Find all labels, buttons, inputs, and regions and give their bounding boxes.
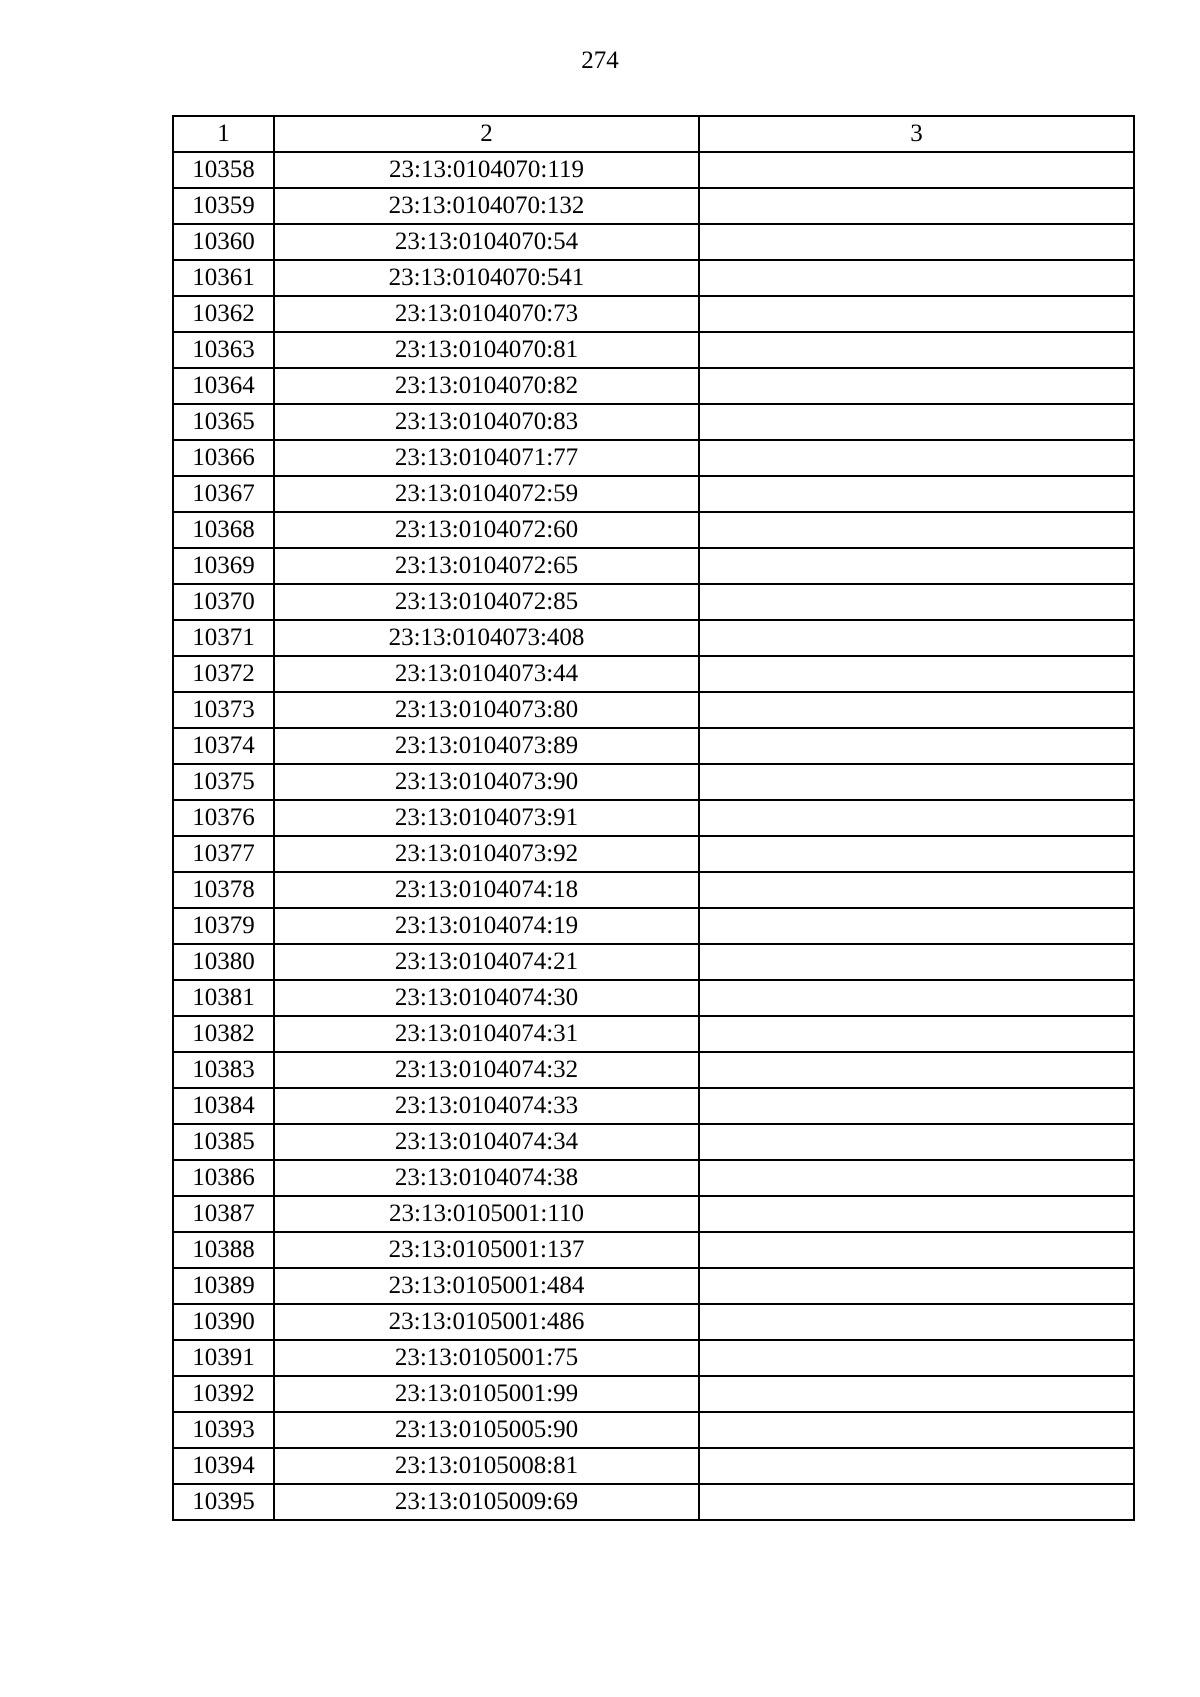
table-row bbox=[173, 1448, 1134, 1484]
notes-cell bbox=[699, 1124, 1134, 1160]
notes-cell bbox=[699, 440, 1134, 476]
cadastral-number-cell: 23:13:0104070:82 bbox=[274, 368, 699, 404]
row-number-cell: 10369 bbox=[173, 548, 274, 584]
row-number-cell: 10361 bbox=[173, 260, 274, 296]
row-number-cell: 10384 bbox=[173, 1088, 274, 1124]
notes-cell bbox=[699, 476, 1134, 512]
table-row bbox=[173, 152, 1134, 188]
table-row bbox=[173, 260, 1134, 296]
cadastral-number-cell: 23:13:0104070:83 bbox=[274, 404, 699, 440]
row-number-cell: 10387 bbox=[173, 1196, 274, 1232]
row-number-cell: 10367 bbox=[173, 476, 274, 512]
cadastral-number-cell: 23:13:0105009:69 bbox=[274, 1484, 699, 1520]
notes-cell bbox=[699, 1484, 1134, 1520]
table-row bbox=[173, 584, 1134, 620]
table-row bbox=[173, 296, 1134, 332]
row-number-cell: 10382 bbox=[173, 1016, 274, 1052]
cadastral-number-cell: 23:13:0104073:80 bbox=[274, 692, 699, 728]
row-number-cell: 10375 bbox=[173, 764, 274, 800]
notes-cell bbox=[699, 980, 1134, 1016]
cadastral-number-cell: 23:13:0104072:60 bbox=[274, 512, 699, 548]
table-row bbox=[173, 1484, 1134, 1520]
cadastral-number-cell: 23:13:0105001:484 bbox=[274, 1268, 699, 1304]
cadastral-number-cell: 23:13:0104073:44 bbox=[274, 656, 699, 692]
row-number-cell: 10374 bbox=[173, 728, 274, 764]
cadastral-number-cell: 23:13:0104070:132 bbox=[274, 188, 699, 224]
cadastral-number-cell: 23:13:0105005:90 bbox=[274, 1412, 699, 1448]
row-number-cell: 10381 bbox=[173, 980, 274, 1016]
cadastral-number-cell: 23:13:0104070:119 bbox=[274, 152, 699, 188]
notes-cell bbox=[699, 908, 1134, 944]
notes-cell bbox=[699, 512, 1134, 548]
table-row bbox=[173, 836, 1134, 872]
notes-cell bbox=[699, 1268, 1134, 1304]
column-header-3: 3 bbox=[699, 116, 1134, 152]
notes-cell bbox=[699, 872, 1134, 908]
cadastral-number-cell: 23:13:0104074:21 bbox=[274, 944, 699, 980]
page-number: 274 bbox=[581, 47, 619, 74]
table-row bbox=[173, 620, 1134, 656]
table-row bbox=[173, 512, 1134, 548]
column-header-2: 2 bbox=[274, 116, 699, 152]
notes-cell bbox=[699, 404, 1134, 440]
notes-cell bbox=[699, 1232, 1134, 1268]
table-row bbox=[173, 1232, 1134, 1268]
cadastral-number-cell: 23:13:0104070:541 bbox=[274, 260, 699, 296]
cadastral-number-cell: 23:13:0104074:18 bbox=[274, 872, 699, 908]
table-row bbox=[173, 1052, 1134, 1088]
table-row bbox=[173, 188, 1134, 224]
cadastral-number-cell: 23:13:0104073:92 bbox=[274, 836, 699, 872]
table-row bbox=[173, 1196, 1134, 1232]
table-row bbox=[173, 1016, 1134, 1052]
notes-cell bbox=[699, 332, 1134, 368]
row-number-cell: 10363 bbox=[173, 332, 274, 368]
notes-cell bbox=[699, 548, 1134, 584]
cadastral-number-cell: 23:13:0104073:91 bbox=[274, 800, 699, 836]
cadastral-number-cell: 23:13:0104074:38 bbox=[274, 1160, 699, 1196]
cadastral-table bbox=[172, 115, 1135, 1521]
row-number-cell: 10386 bbox=[173, 1160, 274, 1196]
table-row bbox=[173, 1376, 1134, 1412]
row-number-cell: 10385 bbox=[173, 1124, 274, 1160]
column-header-1: 1 bbox=[173, 116, 274, 152]
table-row bbox=[173, 728, 1134, 764]
notes-cell bbox=[699, 584, 1134, 620]
row-number-cell: 10379 bbox=[173, 908, 274, 944]
cadastral-number-cell: 23:13:0105001:99 bbox=[274, 1376, 699, 1412]
notes-cell bbox=[699, 728, 1134, 764]
table-row bbox=[173, 1268, 1134, 1304]
table-row bbox=[173, 764, 1134, 800]
row-number-cell: 10372 bbox=[173, 656, 274, 692]
row-number-cell: 10380 bbox=[173, 944, 274, 980]
notes-cell bbox=[699, 944, 1134, 980]
cadastral-number-cell: 23:13:0104070:54 bbox=[274, 224, 699, 260]
table-row bbox=[173, 404, 1134, 440]
cadastral-number-cell: 23:13:0104074:30 bbox=[274, 980, 699, 1016]
notes-cell bbox=[699, 1052, 1134, 1088]
row-number-cell: 10364 bbox=[173, 368, 274, 404]
cadastral-number-cell: 23:13:0104072:65 bbox=[274, 548, 699, 584]
row-number-cell: 10371 bbox=[173, 620, 274, 656]
cadastral-number-cell: 23:13:0105001:110 bbox=[274, 1196, 699, 1232]
row-number-cell: 10368 bbox=[173, 512, 274, 548]
table-body bbox=[173, 152, 1134, 1520]
table-row bbox=[173, 980, 1134, 1016]
row-number-cell: 10388 bbox=[173, 1232, 274, 1268]
row-number-cell: 10358 bbox=[173, 152, 274, 188]
table-row bbox=[173, 908, 1134, 944]
table-row bbox=[173, 944, 1134, 980]
table-row bbox=[173, 1412, 1134, 1448]
row-number-cell: 10359 bbox=[173, 188, 274, 224]
table-row bbox=[173, 1088, 1134, 1124]
row-number-cell: 10383 bbox=[173, 1052, 274, 1088]
row-number-cell: 10376 bbox=[173, 800, 274, 836]
notes-cell bbox=[699, 296, 1134, 332]
cadastral-number-cell: 23:13:0105001:75 bbox=[274, 1340, 699, 1376]
row-number-cell: 10392 bbox=[173, 1376, 274, 1412]
row-number-cell: 10395 bbox=[173, 1484, 274, 1520]
cadastral-number-cell: 23:13:0104071:77 bbox=[274, 440, 699, 476]
notes-cell bbox=[699, 224, 1134, 260]
cadastral-number-cell: 23:13:0104070:73 bbox=[274, 296, 699, 332]
table-row bbox=[173, 1160, 1134, 1196]
notes-cell bbox=[699, 656, 1134, 692]
table-row bbox=[173, 1124, 1134, 1160]
table-header-row bbox=[173, 116, 1134, 152]
row-number-cell: 10390 bbox=[173, 1304, 274, 1340]
cadastral-number-cell: 23:13:0104074:31 bbox=[274, 1016, 699, 1052]
notes-cell bbox=[699, 764, 1134, 800]
notes-cell bbox=[699, 800, 1134, 836]
table-row bbox=[173, 692, 1134, 728]
cadastral-number-cell: 23:13:0104074:33 bbox=[274, 1088, 699, 1124]
cadastral-number-cell: 23:13:0104074:34 bbox=[274, 1124, 699, 1160]
row-number-cell: 10362 bbox=[173, 296, 274, 332]
notes-cell bbox=[699, 260, 1134, 296]
notes-cell bbox=[699, 188, 1134, 224]
table-row bbox=[173, 1340, 1134, 1376]
notes-cell bbox=[699, 836, 1134, 872]
row-number-cell: 10373 bbox=[173, 692, 274, 728]
cadastral-number-cell: 23:13:0104070:81 bbox=[274, 332, 699, 368]
row-number-cell: 10391 bbox=[173, 1340, 274, 1376]
notes-cell bbox=[699, 1304, 1134, 1340]
notes-cell bbox=[699, 1088, 1134, 1124]
notes-cell bbox=[699, 1340, 1134, 1376]
table-row bbox=[173, 800, 1134, 836]
notes-cell bbox=[699, 1196, 1134, 1232]
cadastral-number-cell: 23:13:0104072:85 bbox=[274, 584, 699, 620]
notes-cell bbox=[699, 1376, 1134, 1412]
notes-cell bbox=[699, 692, 1134, 728]
cadastral-number-cell: 23:13:0104074:32 bbox=[274, 1052, 699, 1088]
cadastral-number-cell: 23:13:0104073:89 bbox=[274, 728, 699, 764]
cadastral-number-cell: 23:13:0104073:90 bbox=[274, 764, 699, 800]
notes-cell bbox=[699, 368, 1134, 404]
row-number-cell: 10378 bbox=[173, 872, 274, 908]
cadastral-number-cell: 23:13:0104073:408 bbox=[274, 620, 699, 656]
notes-cell bbox=[699, 1448, 1134, 1484]
cadastral-number-cell: 23:13:0104072:59 bbox=[274, 476, 699, 512]
table-row bbox=[173, 332, 1134, 368]
row-number-cell: 10377 bbox=[173, 836, 274, 872]
table-row bbox=[173, 440, 1134, 476]
row-number-cell: 10393 bbox=[173, 1412, 274, 1448]
cadastral-number-cell: 23:13:0104074:19 bbox=[274, 908, 699, 944]
cadastral-number-cell: 23:13:0105001:137 bbox=[274, 1232, 699, 1268]
notes-cell bbox=[699, 1160, 1134, 1196]
table-row bbox=[173, 1304, 1134, 1340]
row-number-cell: 10370 bbox=[173, 584, 274, 620]
row-number-cell: 10360 bbox=[173, 224, 274, 260]
row-number-cell: 10389 bbox=[173, 1268, 274, 1304]
notes-cell bbox=[699, 1412, 1134, 1448]
table-row bbox=[173, 368, 1134, 404]
row-number-cell: 10365 bbox=[173, 404, 274, 440]
notes-cell bbox=[699, 620, 1134, 656]
row-number-cell: 10394 bbox=[173, 1448, 274, 1484]
table-row bbox=[173, 656, 1134, 692]
table-row bbox=[173, 548, 1134, 584]
row-number-cell: 10366 bbox=[173, 440, 274, 476]
table-row bbox=[173, 224, 1134, 260]
table-row bbox=[173, 872, 1134, 908]
notes-cell bbox=[699, 152, 1134, 188]
notes-cell bbox=[699, 1016, 1134, 1052]
table-row bbox=[173, 476, 1134, 512]
cadastral-number-cell: 23:13:0105008:81 bbox=[274, 1448, 699, 1484]
cadastral-number-cell: 23:13:0105001:486 bbox=[274, 1304, 699, 1340]
